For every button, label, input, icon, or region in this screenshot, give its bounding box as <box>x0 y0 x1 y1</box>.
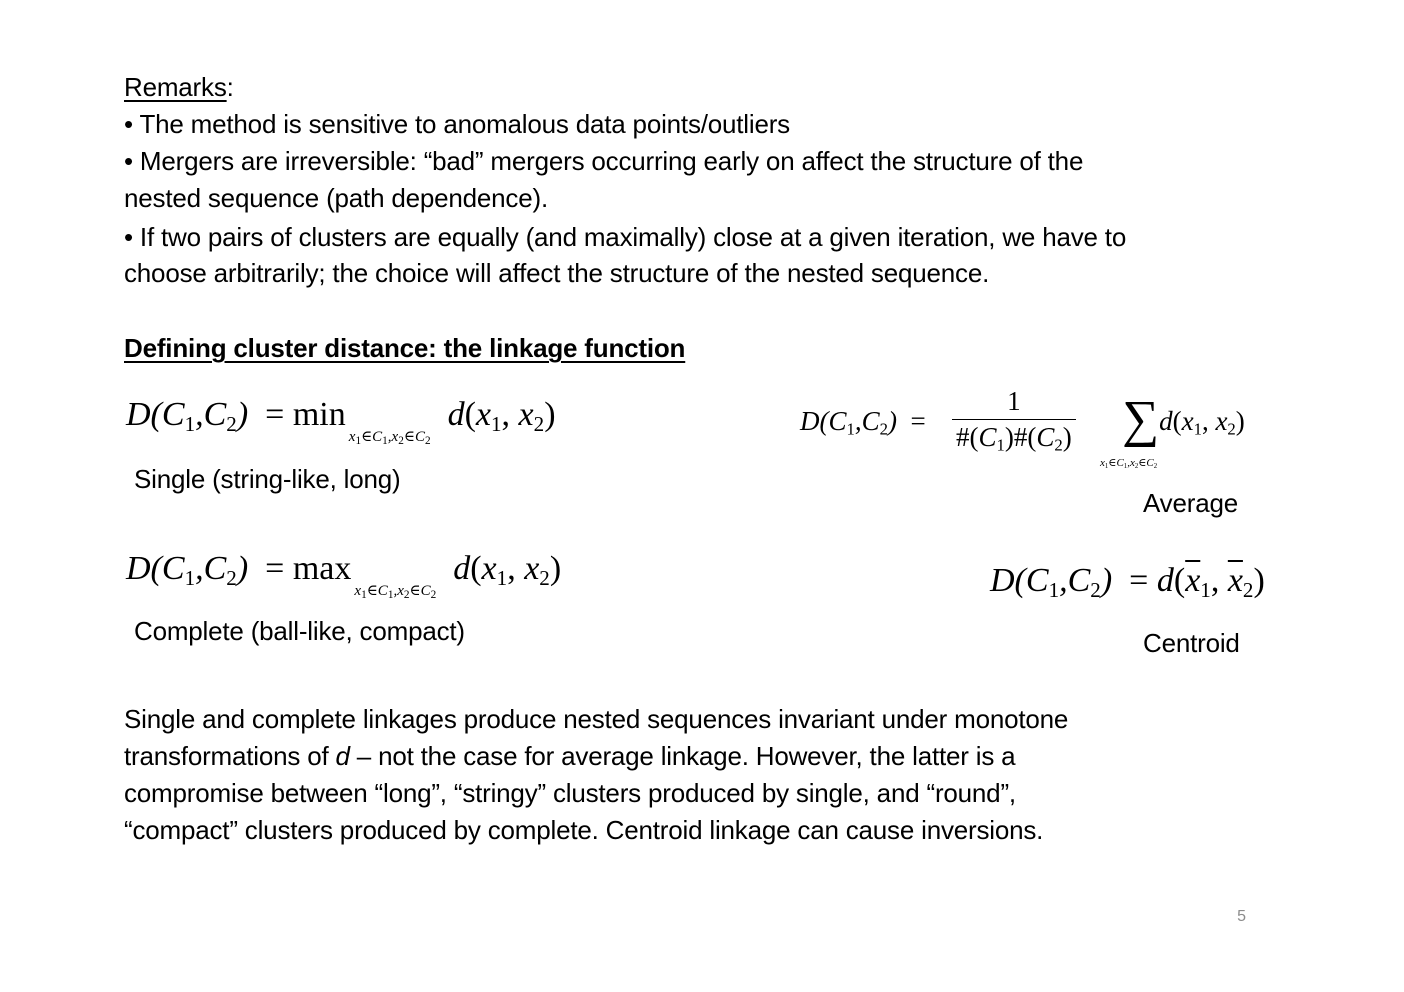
remark-bullet-3-cont: choose arbitrarily; the choice will affect the structure of the nested sequence. <box>124 258 990 288</box>
remark-bullet-3: • If two pairs of clusters are equally (and maximally) close at a given iteration, we have to <box>124 222 1127 252</box>
section-heading: Defining cluster distance: the linkage function <box>124 333 686 363</box>
conclusion-line-4: “compact” clusters produced by complete. Centroid linkage can cause inversions. <box>124 815 1044 845</box>
single-linkage-formula: $D(C_1,C_2) = \min_{x_1\in C_1,x_2\in C_2} d(x_1$, $x_2$) <box>126 396 556 448</box>
remarks-colon: : <box>226 72 234 102</box>
complete-linkage-formula: $D(C_1,C_2) = \max_{x_1\in C_1,x_2\in C_2} d(x_1$, $x_2$) <box>126 550 562 602</box>
conclusion-paragraph <box>124 701 1284 849</box>
centroid-linkage-formula: $D(C_1,C_2) = d(\overline{x}_1$, $\overline{x}_2$) <box>990 562 1265 602</box>
complete-caption: Complete (ball-like, compact) <box>134 616 465 646</box>
average-linkage-formula: $D(C_1,C_2)$ = $\frac{1}{\#(C_1)\#(C_2)}$ $\sum d(x_1$, $x_2$) $x_1\in C_1,x_2\in C_2$ <box>800 386 1245 470</box>
single-caption: Single (string-like, long) <box>134 464 401 494</box>
average-fraction: $\frac{1}{\#(C_1)\#(C_2)}$ <box>952 386 1076 453</box>
variable-d: d <box>335 741 350 771</box>
average-caption: Average <box>1143 488 1238 518</box>
remark-bullet-1: • The method is sensitive to anomalous data points/outliers <box>124 109 790 139</box>
remark-bullet-2: • Mergers are irreversible: “bad” mergers occurring early on affect the structure of the <box>124 146 1084 176</box>
remarks-heading-line <box>124 69 234 106</box>
conclusion-line-1: Single and complete linkages produce nested sequences invariant under monotone <box>124 704 1069 734</box>
centroid-caption: Centroid <box>1143 628 1240 658</box>
page-number: 5 <box>1237 908 1246 925</box>
conclusion-line-3: compromise between “long”, “stringy” clusters produced by single, and “round”, <box>124 778 1016 808</box>
conclusion-line-2: transformations of d – not the case for average linkage. However, the latter is a <box>124 741 1016 771</box>
remark-bullet-2-cont: nested sequence (path dependence). <box>124 183 548 213</box>
single-op: min <box>292 396 346 433</box>
complete-op: max <box>292 550 352 587</box>
remarks-heading: Remarks <box>124 72 227 102</box>
sum-symbol: ∑ <box>1122 391 1160 448</box>
